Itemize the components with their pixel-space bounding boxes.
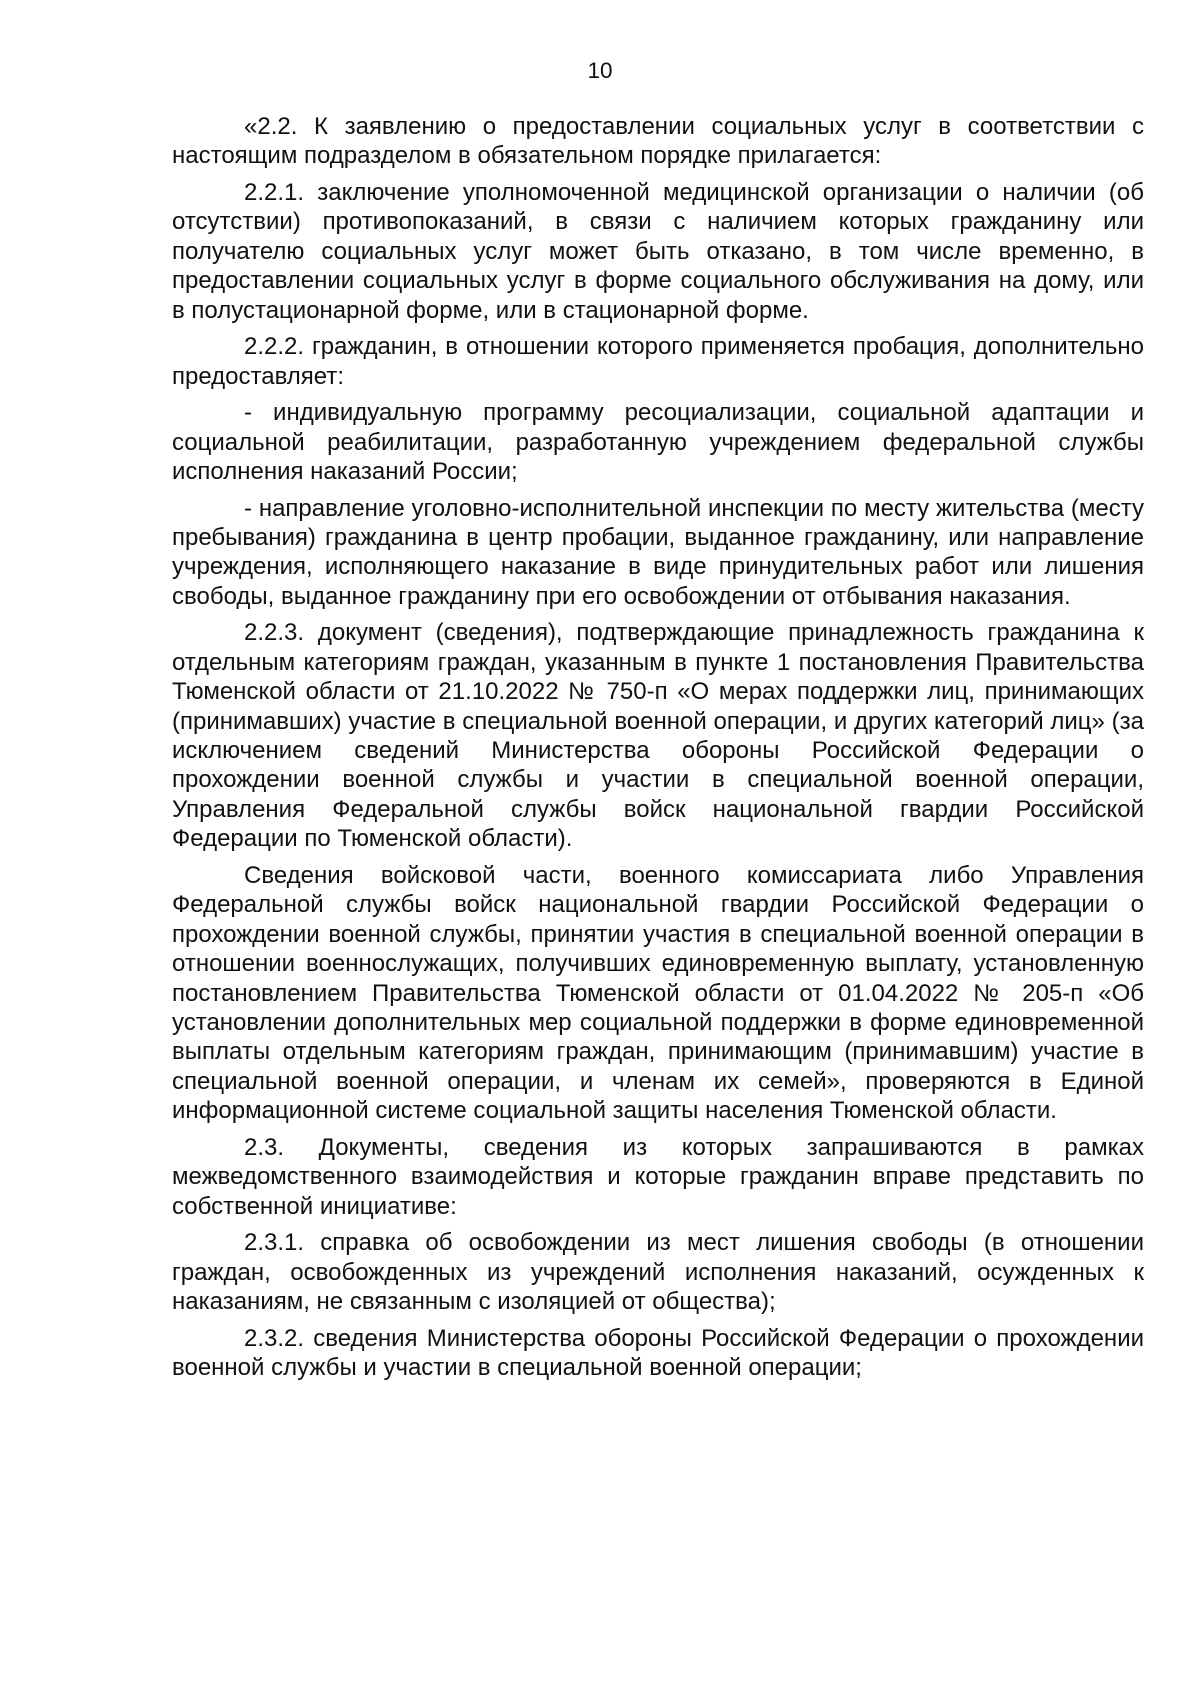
list-item-resocialization-program: - индивидуальную программу ресоциализации, социальной адаптации и социальной реабилитации, разработанную учреждением федеральной службы исполнения наказаний России; — [172, 399, 1144, 486]
paragraph-2-2-3: 2.2.3. документ (сведения), подтверждающие принадлежность гражданина к отдельным категориям граждан, указанным в пункте 1 постановления Правительства Тюменской области от 21.10.2022 № 750-п «О мерах поддержки лиц, принимающих (принимавших) участие в специальной военной операции, и других категорий лиц» (за исключением сведений Министерства обороны Российской Федерации о прохождении военной службы и участии в специальной военной операции, Управления Федеральной службы войск национальной гвардии Российской Федерации по Тюменской области). — [172, 619, 1144, 853]
paragraph-2-2-1: 2.2.1. заключение уполномоченной медицинской организации о наличии (об отсутствии) противопоказаний, в связи с наличием которых гражданину или получателю социальных услуг может быть отказано, в том числе временно, в предоставлении социальных услуг в форме социального обслуживания на дому, или в полустационарной форме, или в стационарной форме. — [172, 179, 1144, 324]
paragraph-2-2: «2.2. К заявлению о предоставлении социальных услуг в соответствии с настоящим подразделом в обязательном порядке прилагается: — [172, 113, 1144, 170]
paragraph-2-3-1: 2.3.1. справка об освобождении из мест лишения свободы (в отношении граждан, освобожденных из учреждений исполнения наказаний, осужденных к наказаниям, не связанным с изоляцией от общества); — [172, 1229, 1144, 1315]
paragraph-2-3-2: 2.3.2. сведения Министерства обороны Российской Федерации о прохождении военной службы и участии в специальной военной операции; — [172, 1324, 1144, 1381]
list-item-probation-referral: - направление уголовно-исполнительной инспекции по месту жительства (месту пребывания) гражданина в центр пробации, выданное гражданину, или направление учреждения, исполняющего наказание в виде принудительных работ или лишения свободы, выданное гражданину при его освобождении от отбывания наказания. — [172, 494, 1144, 610]
paragraph-military-unit-info: Сведения войсковой части, военного комиссариата либо Управления Федеральной службы войск национальной гвардии Российской Федерации о прохождении военной службы, принятии участия в специальной военной операции в отношении военнослужащих, получивших единовременную выплату, установленную постановлением Правительства Тюменской области от 01.04.2022 № 205-п «Об установлении дополнительных мер социальной поддержки в форме единовременной выплаты отдельным категориям граждан, принимающим (принимавшим) участие в специальной военной операции, и членам их семей», проверяются в Единой информационной системе социальной защиты населения Тюменской области. — [172, 861, 1144, 1125]
paragraph-2-3: 2.3. Документы, сведения из которых запрашиваются в рамках межведомственного взаимодействия и которые гражданин вправе представить по собственной инициативе: — [172, 1133, 1144, 1220]
document-body — [172, 112, 1144, 1382]
page-number: 10 — [587, 58, 613, 83]
paragraph-2-2-2: 2.2.2. гражданин, в отношении которого применяется пробация, дополнительно предоставляет: — [172, 333, 1144, 390]
